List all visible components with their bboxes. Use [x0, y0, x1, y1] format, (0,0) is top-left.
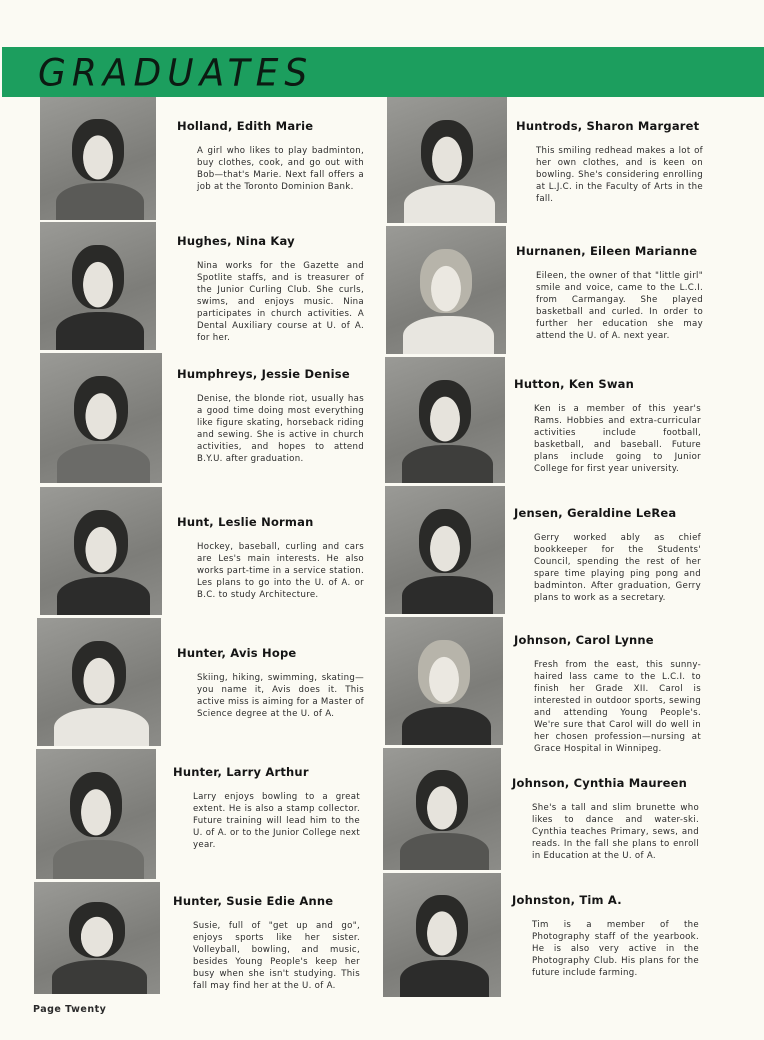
- graduate-name: Johnson, Carol Lynne: [514, 633, 654, 647]
- graduate-description: Gerry worked ably as chief bookkeeper for the Students' Council, spending the rest of her spare time playing ping pong and badminton. After graduation, Gerry plans to work as a secretary.: [534, 533, 701, 603]
- graduate-photo: [383, 873, 501, 997]
- graduate-description: Eileen, the owner of that "little girl" smile and voice, came to the L.C.I. from Carmangay. She played basketball and curled. In order to further her education she may attend the U. of A. next year.: [536, 271, 703, 341]
- graduate-name: Hunter, Susie Edie Anne: [173, 894, 334, 908]
- graduate-photo: [387, 97, 507, 223]
- graduate-description: Nina works for the Gazette and Spotlite staffs, and is treasurer of the Junior Curling Club. She curls, swims, and enjoys music. Nina participates in church activities. A Dental Auxiliary course at U. of A. for her.: [197, 261, 364, 343]
- graduate-photo: [37, 618, 161, 746]
- graduate-photo: [383, 748, 501, 870]
- section-banner: [2, 47, 764, 97]
- graduate-description: Skiing, hiking, swimming, skating—you name it, Avis does it. This active miss is aiming for a Master of Science degree at the U. of A.: [197, 673, 364, 719]
- graduate-photo: [40, 97, 156, 220]
- graduate-name: Humphreys, Jessie Denise: [177, 367, 350, 381]
- page-number: Page Twenty: [33, 1004, 107, 1015]
- graduate-description: This smiling redhead makes a lot of her own clothes, and is keen on bowling. She's considering enrolling at L.J.C. in the Faculty of Arts in the fall.: [536, 146, 703, 204]
- graduate-description: She's a tall and slim brunette who likes to dance and water-ski. Cynthia teaches Primary, sews, and reads. In the fall she plans to enroll in Education at the U. of A.: [532, 803, 699, 861]
- graduate-name: Hunter, Larry Arthur: [173, 765, 309, 779]
- graduate-photo: [385, 617, 503, 745]
- graduate-photo: [386, 226, 506, 354]
- graduate-name: Jensen, Geraldine LeRea: [514, 506, 677, 520]
- graduate-description: Larry enjoys bowling to a great extent. He is also a stamp collector. Future training will lead him to the U. of A. or to the Junior College next year.: [193, 792, 360, 850]
- graduate-name: Hunter, Avis Hope: [177, 646, 297, 660]
- graduate-description: Susie, full of "get up and go", enjoys sports like her sister. Volleyball, bowling, and music, besides Young People's keep her busy when she isn't studying. This fall may find her at the U. of A.: [193, 921, 360, 991]
- graduate-description: Denise, the blonde riot, usually has a good time doing most everything like figure skating, horseback riding and sewing. She is active in church activities, and hopes to attend B.Y.U. after graduation.: [197, 394, 364, 464]
- graduate-description: Hockey, baseball, curling and cars are Les's main interests. He also works part-time in a service station. Les plans to go into the U. of A. or B.C. to study Architecture.: [197, 542, 364, 600]
- graduate-name: Hughes, Nina Kay: [177, 234, 295, 248]
- graduate-description: Tim is a member of the Photography staff of the yearbook. He is also very active in the Photography Club. His plans for the future include farming.: [532, 920, 699, 978]
- graduate-description: Ken is a member of this year's Rams. Hobbies and extra-curricular activities include football, basketball, and baseball. Future plans include going to Junior College for first year university.: [534, 404, 701, 474]
- graduate-name: Hunt, Leslie Norman: [177, 515, 314, 529]
- graduate-photo: [385, 357, 505, 483]
- graduate-name: Hutton, Ken Swan: [514, 377, 635, 391]
- graduate-description: Fresh from the east, this sunny-haired lass came to the L.C.I. to finish her Grade XII. Carol is interested in outdoor sports, sewing and attending Young People's. We're sure that Carol will do well in her chosen profession—nursing at Grace Hospital in Winnipeg.: [534, 660, 701, 754]
- graduate-photo: [36, 749, 156, 879]
- graduate-name: Hurnanen, Eileen Marianne: [516, 244, 698, 258]
- graduate-photo: [40, 353, 162, 483]
- graduate-description: A girl who likes to play badminton, buy clothes, cook, and go out with Bob—that's Marie. Next fall offers a job at the Toronto Dominion Bank.: [197, 146, 364, 192]
- graduate-name: Holland, Edith Marie: [177, 119, 314, 133]
- section-title: GRADUATES: [38, 51, 314, 96]
- graduate-photo: [40, 487, 162, 615]
- graduate-name: Johnson, Cynthia Maureen: [512, 776, 688, 790]
- graduate-name: Johnston, Tim A.: [512, 893, 622, 907]
- graduate-name: Huntrods, Sharon Margaret: [516, 119, 700, 133]
- graduate-photo: [40, 222, 156, 350]
- graduate-photo: [34, 882, 160, 994]
- graduate-photo: [385, 486, 505, 614]
